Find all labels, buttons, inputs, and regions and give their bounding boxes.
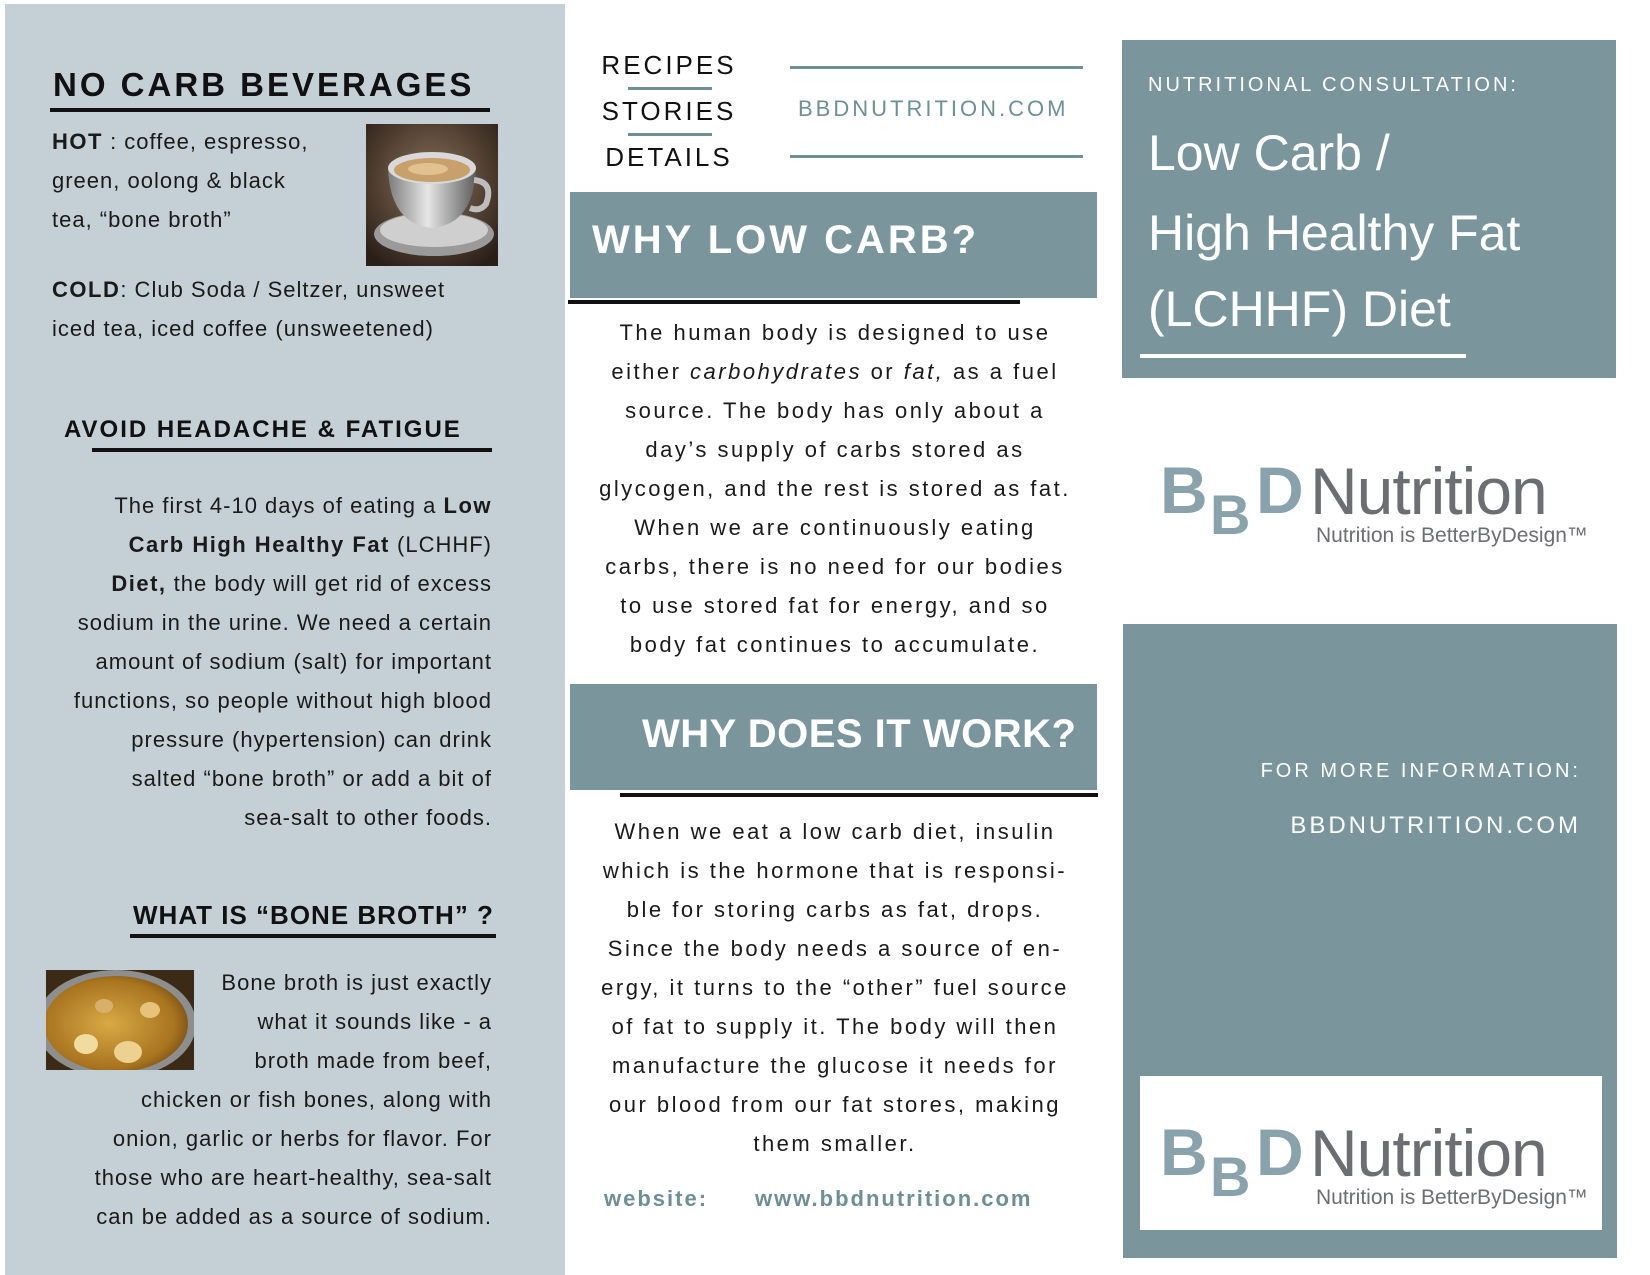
why-low-carb-banner	[570, 192, 1097, 298]
why-work-text: When we eat a low carb diet, insulin which is the hormone that is responsi- ble for storing carbs as fat, drops. Since the body needs a source of en- ergy, it turns to the “other” fuel source of fat to supply it. The body will then manufacture the glucose it needs for our blood from our fat stores, making them smaller.	[601, 819, 1069, 1156]
hot-label: HOT	[52, 129, 103, 154]
beverages-title: NO CARB BEVERAGES	[53, 66, 475, 103]
website-link[interactable]: www.bbdnutrition.com	[755, 1186, 1033, 1211]
headache-text: The first 4-10 days of eating a Low Carb High Healthy Fat (LCHHF) Diet, the body will get rid of excess sodium in the urine. We need a certain amount of sodium (salt) for important functions, so people without high blood pressure (hypertension) can drink salted “bone broth” or add a bit of sea-salt to other foods.	[73, 493, 492, 830]
cold-line-2: iced tea, iced coffee (unsweetened)	[52, 316, 434, 341]
nav-stories[interactable]: STORIES	[601, 96, 737, 126]
nav-separator-2	[628, 133, 712, 136]
logo-letter-b1: B	[1160, 1115, 1208, 1189]
hot-line-2: green, oolong & black	[52, 168, 286, 193]
logo-letter-b2: B	[1210, 483, 1251, 546]
nav-separator-1	[628, 87, 712, 90]
logo-letter-d: D	[1256, 1115, 1304, 1189]
cold-line-1: COLD: Club Soda / Seltzer, unsweet	[52, 277, 446, 302]
title-underline	[1140, 354, 1466, 358]
why-work-title: WHY DOES IT WORK?	[642, 712, 1077, 756]
brand-logo-footer	[1160, 1114, 1588, 1224]
title-panel	[1122, 40, 1616, 378]
more-info-label: FOR MORE INFORMATION:	[1260, 760, 1581, 782]
site-header[interactable]: BBDNUTRITION.COM	[798, 96, 1069, 121]
title-line-3: (LCHHF) Diet	[1148, 281, 1451, 337]
hot-line-3: tea, “bone broth”	[52, 207, 232, 232]
headache-rule	[92, 448, 492, 452]
logo-tagline: Nutrition is BetterByDesign™	[1316, 524, 1588, 547]
hot-line-1: HOT : coffee, espresso,	[52, 129, 309, 154]
headache-title: AVOID HEADACHE & FATIGUE	[64, 416, 462, 443]
bone-broth-rule	[130, 934, 496, 938]
title-line-1: Low Carb /	[1148, 125, 1390, 181]
espresso-photo	[366, 124, 498, 266]
site-rule-bottom	[790, 155, 1083, 158]
brand-logo	[1160, 452, 1588, 562]
site-rule-top	[790, 66, 1083, 69]
nav-details[interactable]: DETAILS	[605, 142, 733, 172]
logo-letter-b2: B	[1210, 1145, 1251, 1208]
logo-letter-b1: B	[1160, 453, 1208, 527]
logo-box	[1140, 1076, 1602, 1230]
more-info-site[interactable]: BBDNUTRITION.COM	[1290, 812, 1581, 839]
info-panel	[1123, 624, 1617, 1258]
why-low-carb-text: The human body is designed to use either carbohydrates or fat, as a fuel source. The body has only about a day’s supply of carbs stored as glycogen, and the rest is stored as fat. When we are continuously eating carbs, there is no need for our bodies to use stored fat for energy, and so body fat continues to accumulate.	[599, 320, 1071, 657]
consult-label: NUTRITIONAL CONSULTATION:	[1148, 74, 1519, 96]
logo-wordmark: Nutrition	[1310, 454, 1547, 528]
bone-broth-text: Bone broth is just exactly what it sounds like - a broth made from beef, chicken or fish bones, along with onion, garlic or herbs for flavor. For those who are heart-healthy, sea-salt can be added as a source of sodium.	[94, 970, 492, 1229]
nav-recipes[interactable]: RECIPES	[601, 50, 737, 80]
why-work-banner	[570, 684, 1097, 790]
website-label: website:	[604, 1186, 709, 1211]
logo-wordmark: Nutrition	[1310, 1116, 1547, 1190]
logo-tagline: Nutrition is BetterByDesign™	[1316, 1186, 1588, 1209]
beverages-rule	[50, 108, 490, 112]
why-work-rule	[620, 793, 1098, 797]
logo-letter-d: D	[1256, 453, 1304, 527]
why-low-carb-title: WHY LOW CARB?	[592, 218, 980, 262]
why-low-carb-rule	[568, 300, 1020, 304]
title-line-2: High Healthy Fat	[1148, 205, 1521, 261]
bone-broth-title: WHAT IS “BONE BROTH” ?	[133, 900, 494, 930]
cold-label: COLD	[52, 277, 121, 302]
